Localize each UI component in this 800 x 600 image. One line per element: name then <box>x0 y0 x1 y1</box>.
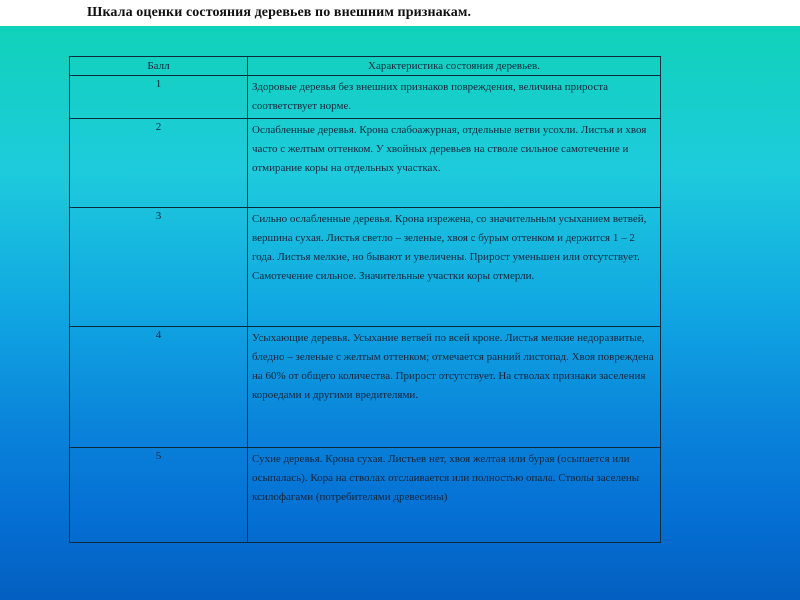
title-bar <box>0 0 800 26</box>
score-cell: 4 <box>70 327 248 448</box>
table-row <box>70 448 661 543</box>
score-cell: 1 <box>70 76 248 119</box>
score-cell: 3 <box>70 208 248 327</box>
table-row <box>70 327 661 448</box>
table-row <box>70 208 661 327</box>
score-cell: 5 <box>70 448 248 543</box>
slide-background <box>0 26 800 600</box>
table-row <box>70 76 661 119</box>
description-cell: Ослабленные деревья. Крона слабоажурная, отдельные ветви усохли. Листья и хвоя часто с желтым оттенком. У хвойных деревьев на стволе сильное самотечение и отмирание коры на отдельных участках. <box>248 119 661 208</box>
score-cell: 2 <box>70 119 248 208</box>
header-description: Характеристика состояния деревьев. <box>248 57 661 76</box>
description-cell: Здоровые деревья без внешних признаков повреждения, величина прироста соответствует норме. <box>248 76 661 119</box>
description-cell: Усыхающие деревья. Усыхание ветвей по всей кроне. Листья мелкие недоразвитые, бледно – зеленые с желтым оттенком; отмечается ранний листопад. Хвоя повреждена на 60% от общего количества. Прирост отсутствует. На стволах признаки заселения короедами и другими вредителями. <box>248 327 661 448</box>
table-row <box>70 119 661 208</box>
header-score: Балл <box>70 57 248 76</box>
table-header-row <box>70 57 661 76</box>
tree-condition-table <box>69 56 661 543</box>
page-title: Шкала оценки состояния деревьев по внешним признакам. <box>87 5 472 20</box>
description-cell: Сильно ослабленные деревья. Крона изрежена, со значительным усыханием ветвей, вершина сухая. Листья светло – зеленые, хвоя с бурым оттенком и держится 1 – 2 года. Листья мелкие, но бывают и увеличены. Прирост уменьшен или отсутствует. Самотечение сильное. Значительные участки коры отмерли. <box>248 208 661 327</box>
description-cell: Сухие деревья. Крона сухая. Листьев нет, хвоя желтая или бурая (осыпается или осыпалась). Кора на стволах отслаивается или полностью опала. Стволы заселены ксилофагами (потребителями древесины) <box>248 448 661 543</box>
